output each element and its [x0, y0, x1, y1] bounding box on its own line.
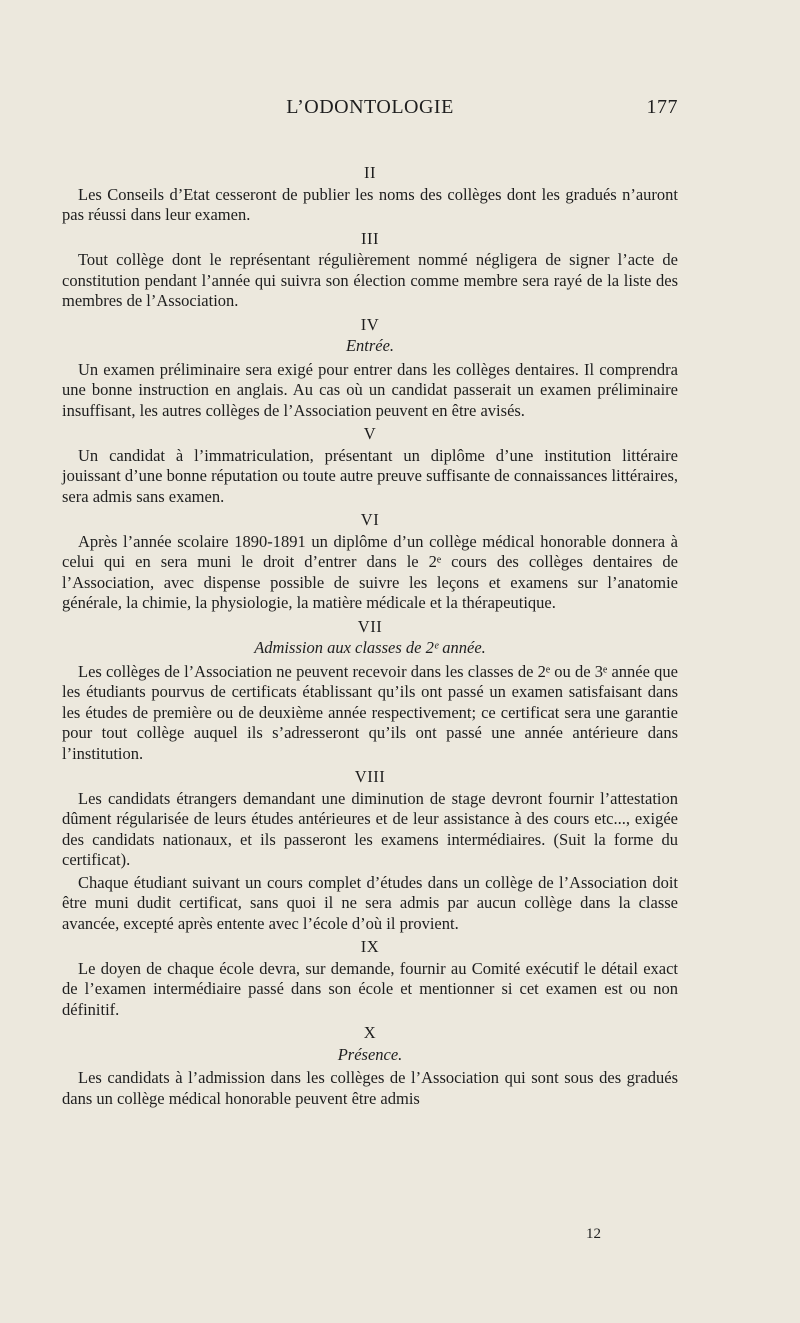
section-ii-text: Les Conseils d’Etat cesseront de publier les noms des collèges dont les gradués n’auront pas réussi dans leur examen.: [62, 184, 678, 224]
section-numeral-ii: II: [364, 163, 376, 182]
section-numeral-iii: III: [361, 228, 379, 248]
section-viii-text-2: Chaque étudiant suivant un cours complet d’études dans un collège de l’Association doit être muni dudit certificat, sans quoi il ne sera admis par aucun collège dans la classe avancée, excepté après entente avec l’école d’où il provient.: [62, 872, 678, 933]
page-number: 177: [646, 96, 678, 118]
section-numeral-v: V: [363, 424, 377, 443]
section-x-subtitle: Présence.: [337, 1044, 403, 1064]
section-vii-subtitle: Admission aux classes de 2ᵉ année.: [254, 638, 486, 657]
section-viii-text: Les candidats étrangers demandant une diminution de stage devront fournir l’attestation dûment régularisée de leurs études antérieures et de leur assistance à des cours etc..., exigée des candidats nationaux, et ils passeront les examens intermédiaires. (Suit la forme du certificat).: [62, 788, 678, 869]
section-ix-text: Le doyen de chaque école devra, sur demande, fournir au Comité exécutif le détail exact de l’examen intermédiaire passé dans son école et mentionner si cet examen est ou non définitif.: [62, 958, 678, 1019]
section-v-text: Un candidat à l’immatriculation, présentant un diplôme d’une institution littéraire jouissant d’une bonne réputation ou toute autre preuve suffisante de connaissances littéraires, sera admis sans examen.: [62, 445, 678, 506]
page-body: [62, 160, 678, 1111]
section-numeral-viii: VIII: [354, 767, 386, 786]
journal-title: L’ODONTOLOGIE: [286, 96, 454, 118]
section-numeral-x: X: [363, 1023, 377, 1042]
section-vi-text: Après l’année scolaire 1890-1891 un diplôme d’un collège médical honorable donnera à celui qui en sera muni le droit d’entrer dans le 2ᵉ cours des collèges dentaires de l’Association, avec dispense possible de suivre les leçons et examens sur l’anatomie générale, la chimie, la physiologie, la matière médicale et la thérapeutique.: [62, 531, 678, 612]
section-numeral-ix: IX: [360, 937, 380, 956]
section-x-text: Les candidats à l’admission dans les collèges de l’Association qui sont sous des gradués dans un collège médical honorable peuvent être admis: [62, 1068, 678, 1108]
section-vii-text: Les collèges de l’Association ne peuvent recevoir dans les classes de 2ᵉ ou de 3ᵉ année que les étudiants pourvus de certificats établissant qu’ils ont passé un examen satisfaisant dans les études de première ou de deuxième année respectivement; ce certificat sera une garantie pour tout collège auquel ils s’adresseront qu’ils ont passé une année antérieure dans l’institution.: [62, 661, 678, 763]
section-iv-subtitle: Entrée.: [345, 336, 395, 355]
section-numeral-vi: VI: [360, 510, 380, 529]
section-numeral-vii: VII: [357, 616, 383, 636]
section-iii-text: Tout collège dont le représentant régulièrement nommé négligera de signer l’acte de constitution pendant l’année qui suivra son élection comme membre sera rayé de la liste des membres de l’Association.: [62, 250, 678, 310]
running-header: [62, 96, 678, 126]
signature-mark: 12: [586, 1226, 601, 1242]
section-iv-text: Un examen préliminaire sera exigé pour entrer dans les collèges dentaires. Il comprendra une bonne instruction en anglais. Au cas où un candidat passerait un examen préliminaire insuffisant, les autres collèges de l’Association peuvent en être avisés.: [62, 359, 678, 420]
section-numeral-iv: IV: [360, 314, 380, 334]
